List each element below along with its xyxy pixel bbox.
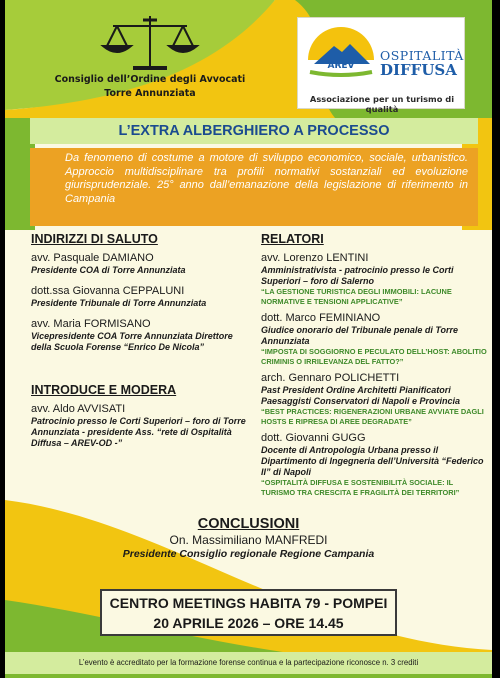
- arev-label: AREV: [327, 61, 355, 71]
- coa-logo: [45, 10, 255, 100]
- arev-mountain-icon: [304, 20, 378, 90]
- coa-name-line1: Consiglio dell’Ordine degli Avvocati: [54, 74, 246, 85]
- speaker-role: Giudice onorario del Tribunale penale di Torre Annunziata: [261, 325, 459, 346]
- credits-footer: L’evento è accreditato per la formazione forense continua e la partecipazione riconosce n. 3 crediti: [5, 652, 492, 674]
- od-title-line2: DIFFUSA: [380, 61, 457, 79]
- speaker-role: Presidente Tribunale di Torre Annunziata: [31, 298, 207, 308]
- event-intro: Da fenomeno di costume a motore di sviluppo economico, sociale, urbanistico. Approccio multidisciplinare tra profili normativi sostanziali ed evoluzione giurisprudenziale. 25° anno dall’emanazione della legislazione di riferimento in Campania: [30, 148, 478, 226]
- speaker-item: [31, 403, 251, 449]
- conclusioni-heading: CONCLUSIONI: [197, 516, 300, 532]
- speaker-role: Docente di Antropologia Urbana presso il Dipartimento di Ingegneria dell’Università “Federico II” di Napoli: [261, 445, 484, 477]
- event-title: L’EXTRA ALBERGHIERO A PROCESSO: [30, 118, 478, 144]
- conclusioni-section: [5, 516, 492, 561]
- speaker-name: dott. Marco FEMINIANO: [261, 312, 381, 324]
- talk-topic: “IMPOSTA DI SOGGIORNO E PECULATO DELL’HOST: ABOLITIO CRIMINIS O IRRILEVANZA DEL FATTO?”: [261, 347, 487, 366]
- conclusioni-name: On. Massimiliano MANFREDI: [169, 533, 328, 547]
- conclusioni-role: Presidente Consiglio regionale Regione Campania: [122, 548, 375, 560]
- speaker-item: [31, 285, 251, 309]
- speaker-role: Patrocinio presso le Corti Superiori – foro di Torre Annunziata - presidente Ass. “rete di Ospitalità Diffusa – AREV-OD -”: [31, 416, 246, 448]
- od-title-line1: OSPITALITÀ: [380, 48, 464, 63]
- speaker-name: avv. Lorenzo LENTINI: [261, 252, 369, 264]
- scales-of-justice-icon: [95, 10, 205, 72]
- talk-topic: “LA GESTIONE TURISTICA DEGLI IMMOBILI: LACUNE NORMATIVE E TENSIONI APPLICATIVE”: [261, 287, 452, 306]
- speaker-name: avv. Aldo AVVISATI: [31, 403, 126, 415]
- speaker-role: Vicepresidente COA Torre Annunziata Direttore della Scuola Forense “Enrico De Nicola”: [31, 331, 233, 352]
- event-poster: [5, 0, 492, 678]
- speaker-item: [261, 372, 487, 427]
- speaker-name: avv. Maria FORMISANO: [31, 318, 151, 330]
- coa-name-line2: Torre Annunziata: [104, 88, 196, 99]
- speaker-role: Amministrativista - patrocinio presso le Corti Superiori – foro di Salerno: [261, 265, 454, 286]
- speaker-item: [261, 432, 487, 498]
- modera-heading: INTRODUCE E MODERA: [31, 383, 177, 397]
- ospitalita-diffusa-logo: [297, 17, 465, 114]
- left-column: [31, 232, 251, 449]
- venue-line1: CENTRO MEETINGS HABITA 79 - POMPEI: [109, 595, 388, 611]
- speaker-item: [261, 252, 487, 307]
- speaker-name: dott.ssa Giovanna CEPPALUNI: [31, 285, 185, 297]
- speaker-role: Presidente COA di Torre Annunziata: [31, 265, 186, 275]
- speaker-role: Past President Ordine Architetti Pianificatori Paesaggisti Conservatori di Napoli e Provincia: [261, 385, 461, 406]
- speaker-name: avv. Pasquale DAMIANO: [31, 252, 154, 264]
- saluti-heading: INDIRIZZI DI SALUTO: [31, 232, 158, 246]
- right-column: [261, 232, 487, 498]
- od-title: [380, 48, 464, 78]
- speaker-item: [31, 318, 251, 353]
- talk-topic: “BEST PRACTICES: RIGENERAZIONI URBANE AVVIATE DAGLI HOSTS E RIPRESA DI AREE DEGRADATE”: [261, 407, 484, 426]
- relatori-heading: RELATORI: [261, 232, 324, 246]
- speaker-item: [261, 312, 487, 367]
- venue-line2: 20 APRILE 2026 – ORE 14.45: [153, 615, 344, 631]
- od-tagline: Associazione per un turismo di qualità: [309, 94, 455, 114]
- speaker-item: [31, 252, 251, 276]
- talk-topic: “OSPITALITÀ DIFFUSA E SOSTENIBILITÀ SOCIALE: IL TURISMO TRA CRESCITA E FRAGILITÀ DEI TERRITORI”: [261, 478, 460, 497]
- speaker-name: arch. Gennaro POLICHETTI: [261, 372, 400, 384]
- venue-box: [100, 589, 397, 636]
- speaker-name: dott. Giovanni GUGG: [261, 432, 366, 444]
